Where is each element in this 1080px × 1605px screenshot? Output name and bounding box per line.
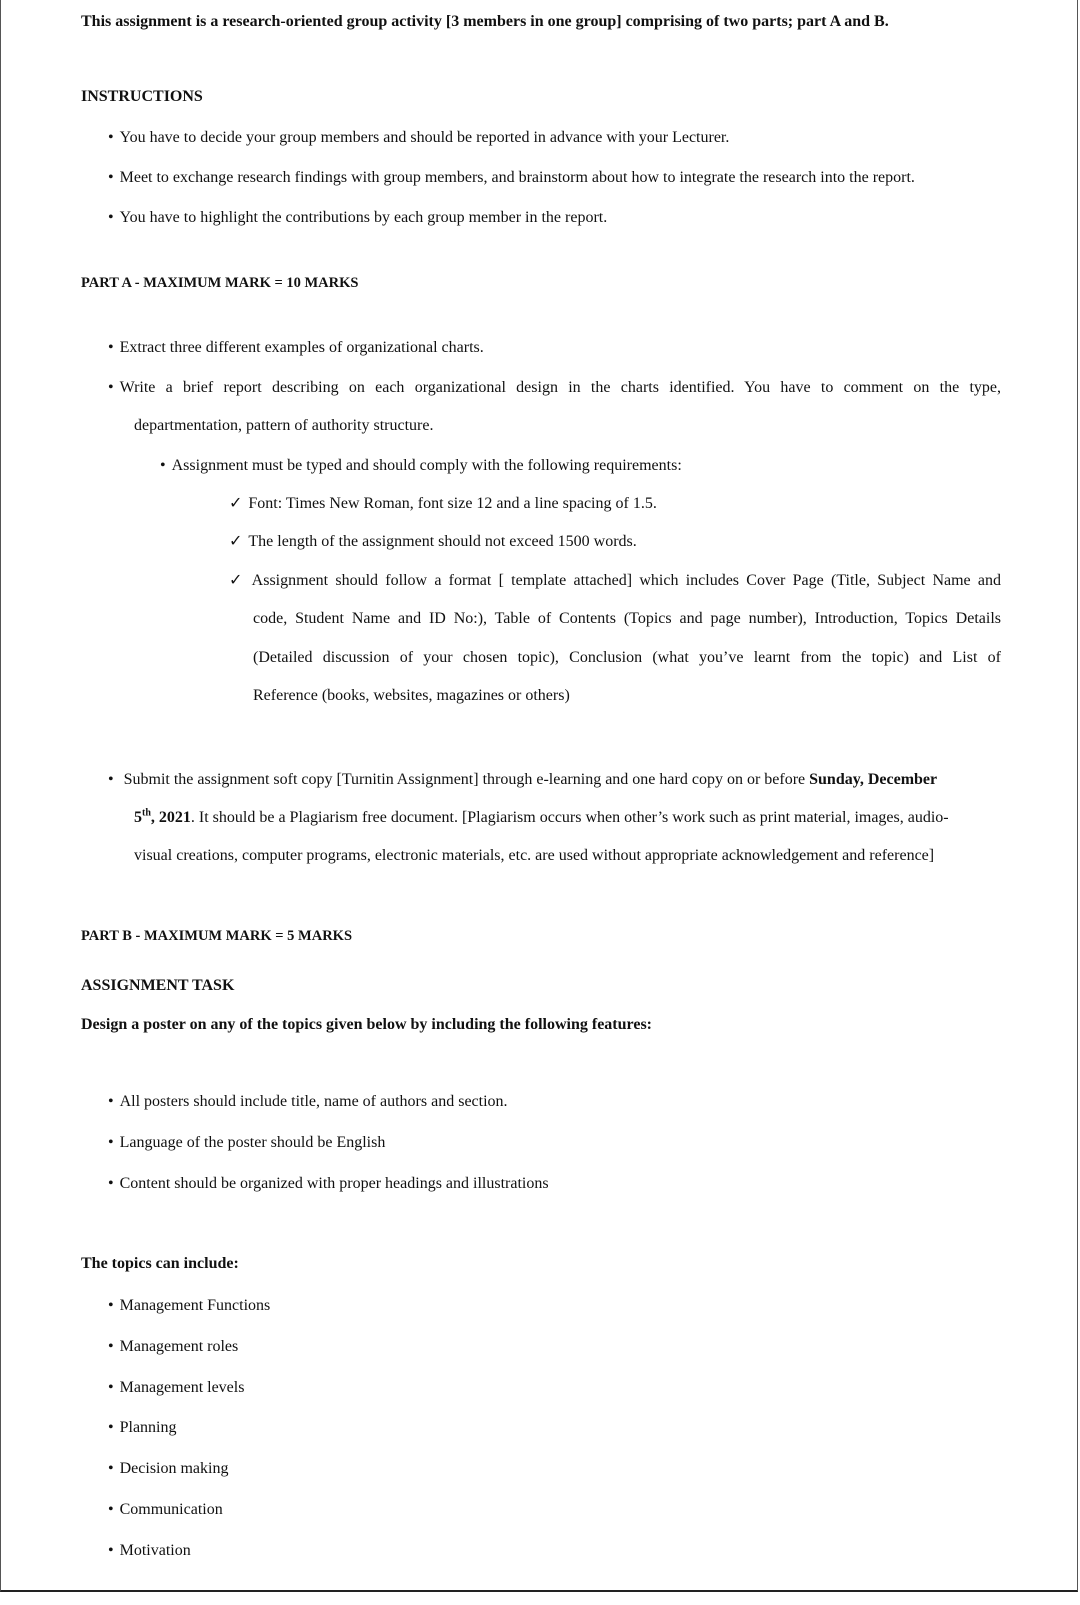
topic-item: • Management Functions xyxy=(108,1296,270,1316)
plagiarism-note: . It should be a Plagiarism free document. [Plagiarism occurs when other’s work such as print material, images, audio- xyxy=(190,809,949,826)
part-b-heading: PART B - MAXIMUM MARK = 5 MARKS xyxy=(81,928,353,944)
part-a-item: • Write a brief report describing on each organizational design in the charts identified. You have to comment on the type, xyxy=(108,378,1001,398)
requirement-check-continued: Reference (books, websites, magazines or others) xyxy=(253,687,570,704)
part-a-item: • Extract three different examples of organizational charts. xyxy=(108,338,484,358)
submission-item-continued xyxy=(134,808,949,828)
part-a-heading: PART A - MAXIMUM MARK = 10 MARKS xyxy=(81,275,359,291)
submission-item-continued: visual creations, computer programs, electronic materials, etc. are used without appropriate acknowledgement and reference] xyxy=(134,847,935,864)
poster-instruction: Design a poster on any of the topics given below by including the following features: xyxy=(81,1016,652,1033)
submission-text: Submit the assignment soft copy [Turnitin Assignment] through e-learning and one hard copy on or before xyxy=(123,771,810,788)
deadline-day: 5 xyxy=(134,809,142,826)
poster-feature: • Content should be organized with proper headings and illustrations xyxy=(108,1174,549,1194)
topic-item: • Management roles xyxy=(108,1337,238,1357)
requirement-check: ✓ Font: Times New Roman, font size 12 and a line spacing of 1.5. xyxy=(229,494,657,514)
requirement-check: ✓ Assignment should follow a format [ template attached] which includes Cover Page (Title, Subject Name and xyxy=(229,571,1001,591)
topic-item: • Motivation xyxy=(108,1541,191,1561)
deadline-year: , 2021 xyxy=(150,809,191,826)
instruction-item: • You have to highlight the contributions by each group member in the report. xyxy=(108,208,607,228)
topic-item: • Communication xyxy=(108,1500,223,1520)
instruction-item: • You have to decide your group members and should be reported in advance with your Lecturer. xyxy=(108,128,729,148)
part-a-item-continued: departmentation, pattern of authority structure. xyxy=(134,417,434,434)
topic-item: • Planning xyxy=(108,1418,177,1438)
requirements-intro: • Assignment must be typed and should comply with the following requirements: xyxy=(160,456,682,476)
instruction-item: • Meet to exchange research findings with group members, and brainstorm about how to integrate the research into the report. xyxy=(108,168,915,188)
poster-feature: • Language of the poster should be English xyxy=(108,1133,385,1153)
deadline-day-suffix: th xyxy=(142,807,151,819)
assignment-task-heading: ASSIGNMENT TASK xyxy=(81,977,235,994)
submission-item xyxy=(108,770,937,790)
requirement-check-continued: code, Student Name and ID No:), Table of Contents (Topics and page number), Introduction, Topics Details xyxy=(253,610,1001,627)
poster-feature: • All posters should include title, name of authors and section. xyxy=(108,1092,508,1112)
topic-item: • Decision making xyxy=(108,1459,228,1479)
topics-heading: The topics can include: xyxy=(81,1255,239,1272)
requirement-check-continued: (Detailed discussion of your chosen topic), Conclusion (what you’ve learnt from the topic) and List of xyxy=(253,649,1001,666)
instructions-heading: INSTRUCTIONS xyxy=(81,88,203,105)
topic-item: • Management levels xyxy=(108,1378,244,1398)
intro-paragraph: This assignment is a research-oriented group activity [3 members in one group] comprising of two parts; part A and B. xyxy=(81,13,889,30)
requirement-check: ✓ The length of the assignment should not exceed 1500 words. xyxy=(229,532,637,552)
submission-deadline: Sunday, December xyxy=(809,771,938,788)
